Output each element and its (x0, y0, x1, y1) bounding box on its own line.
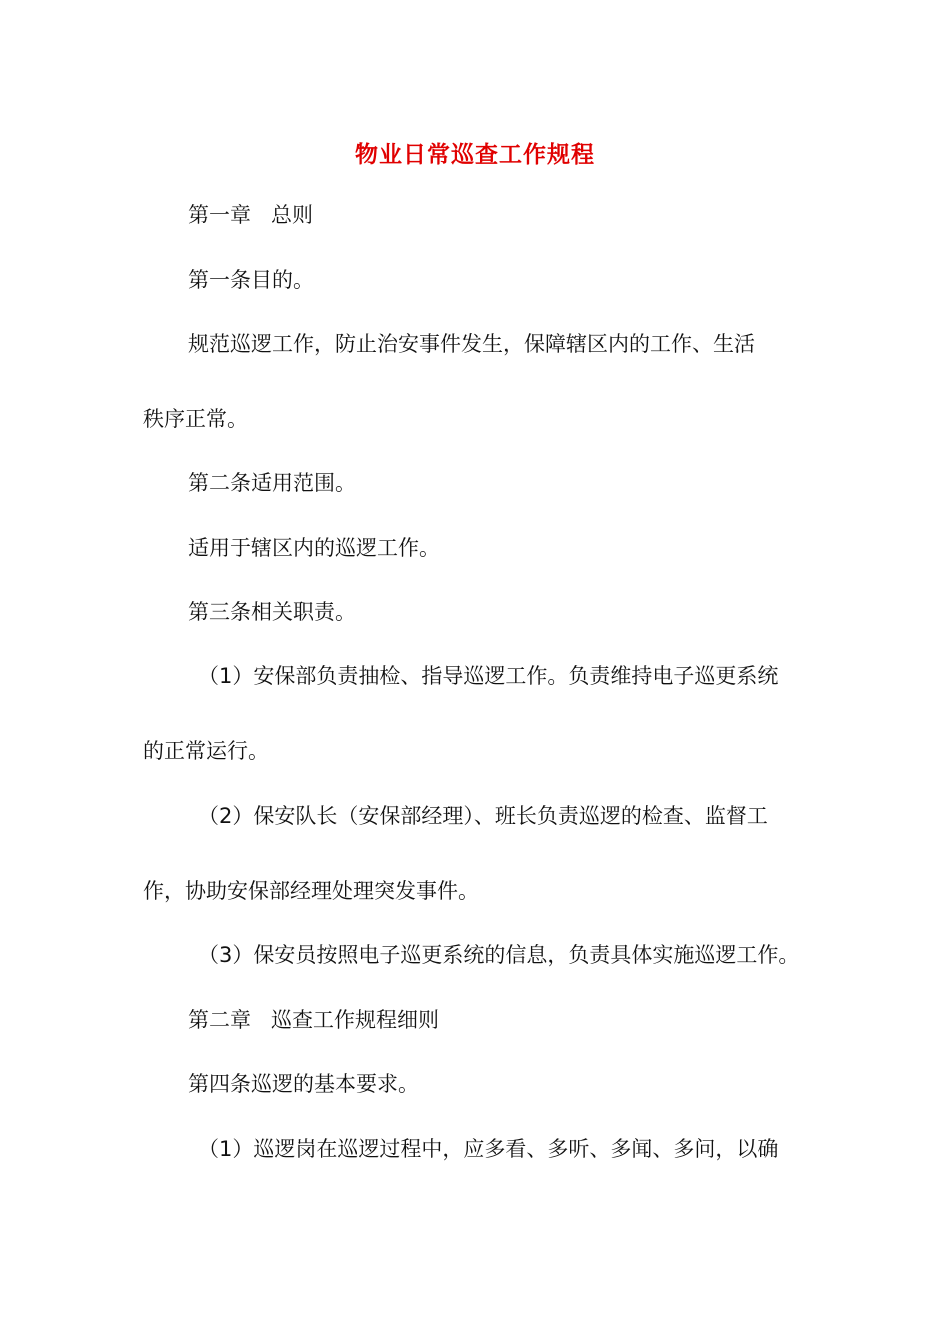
article-3-heading: 第三条相关职责。 (188, 600, 356, 624)
chapter-1-name: 总则 (271, 203, 313, 227)
chapter-2-name: 巡查工作规程细则 (271, 1008, 439, 1032)
article-2-paragraph: 适用于辖区内的巡逻工作。 (188, 536, 440, 560)
article-4-heading: 第四条巡逻的基本要求。 (188, 1072, 419, 1096)
article-3-item-2-line-2: 作，协助安保部经理处理突发事件。 (143, 879, 479, 903)
chapter-1-label: 第一章 (188, 203, 251, 227)
article-3-item-1-line-2: 的正常运行。 (143, 739, 269, 763)
chapter-2-label: 第二章 (188, 1008, 251, 1032)
article-1-paragraph-line-1: 规范巡逻工作，防止治安事件发生，保障辖区内的工作、生活 (188, 332, 755, 356)
article-2-heading: 第二条适用范围。 (188, 471, 356, 495)
chapter-1-heading (188, 200, 313, 230)
article-3-item-2-line-1: （2）保安队长（安保部经理）、班长负责巡逻的检查、监督工 (198, 804, 768, 828)
article-3-item-1-line-1: （1）安保部负责抽检、指导巡逻工作。负责维持电子巡更系统 (198, 664, 779, 688)
article-1-paragraph-line-2: 秩序正常。 (143, 407, 248, 431)
document-title: 物业日常巡查工作规程 (355, 142, 595, 168)
article-1-heading: 第一条目的。 (188, 268, 314, 292)
article-4-item-1-line-1: （1）巡逻岗在巡逻过程中，应多看、多听、多闻、多问，以确 (198, 1137, 779, 1161)
article-3-item-3: （3）保安员按照电子巡更系统的信息，负责具体实施巡逻工作。 (198, 943, 800, 967)
chapter-2-heading (188, 1005, 439, 1035)
